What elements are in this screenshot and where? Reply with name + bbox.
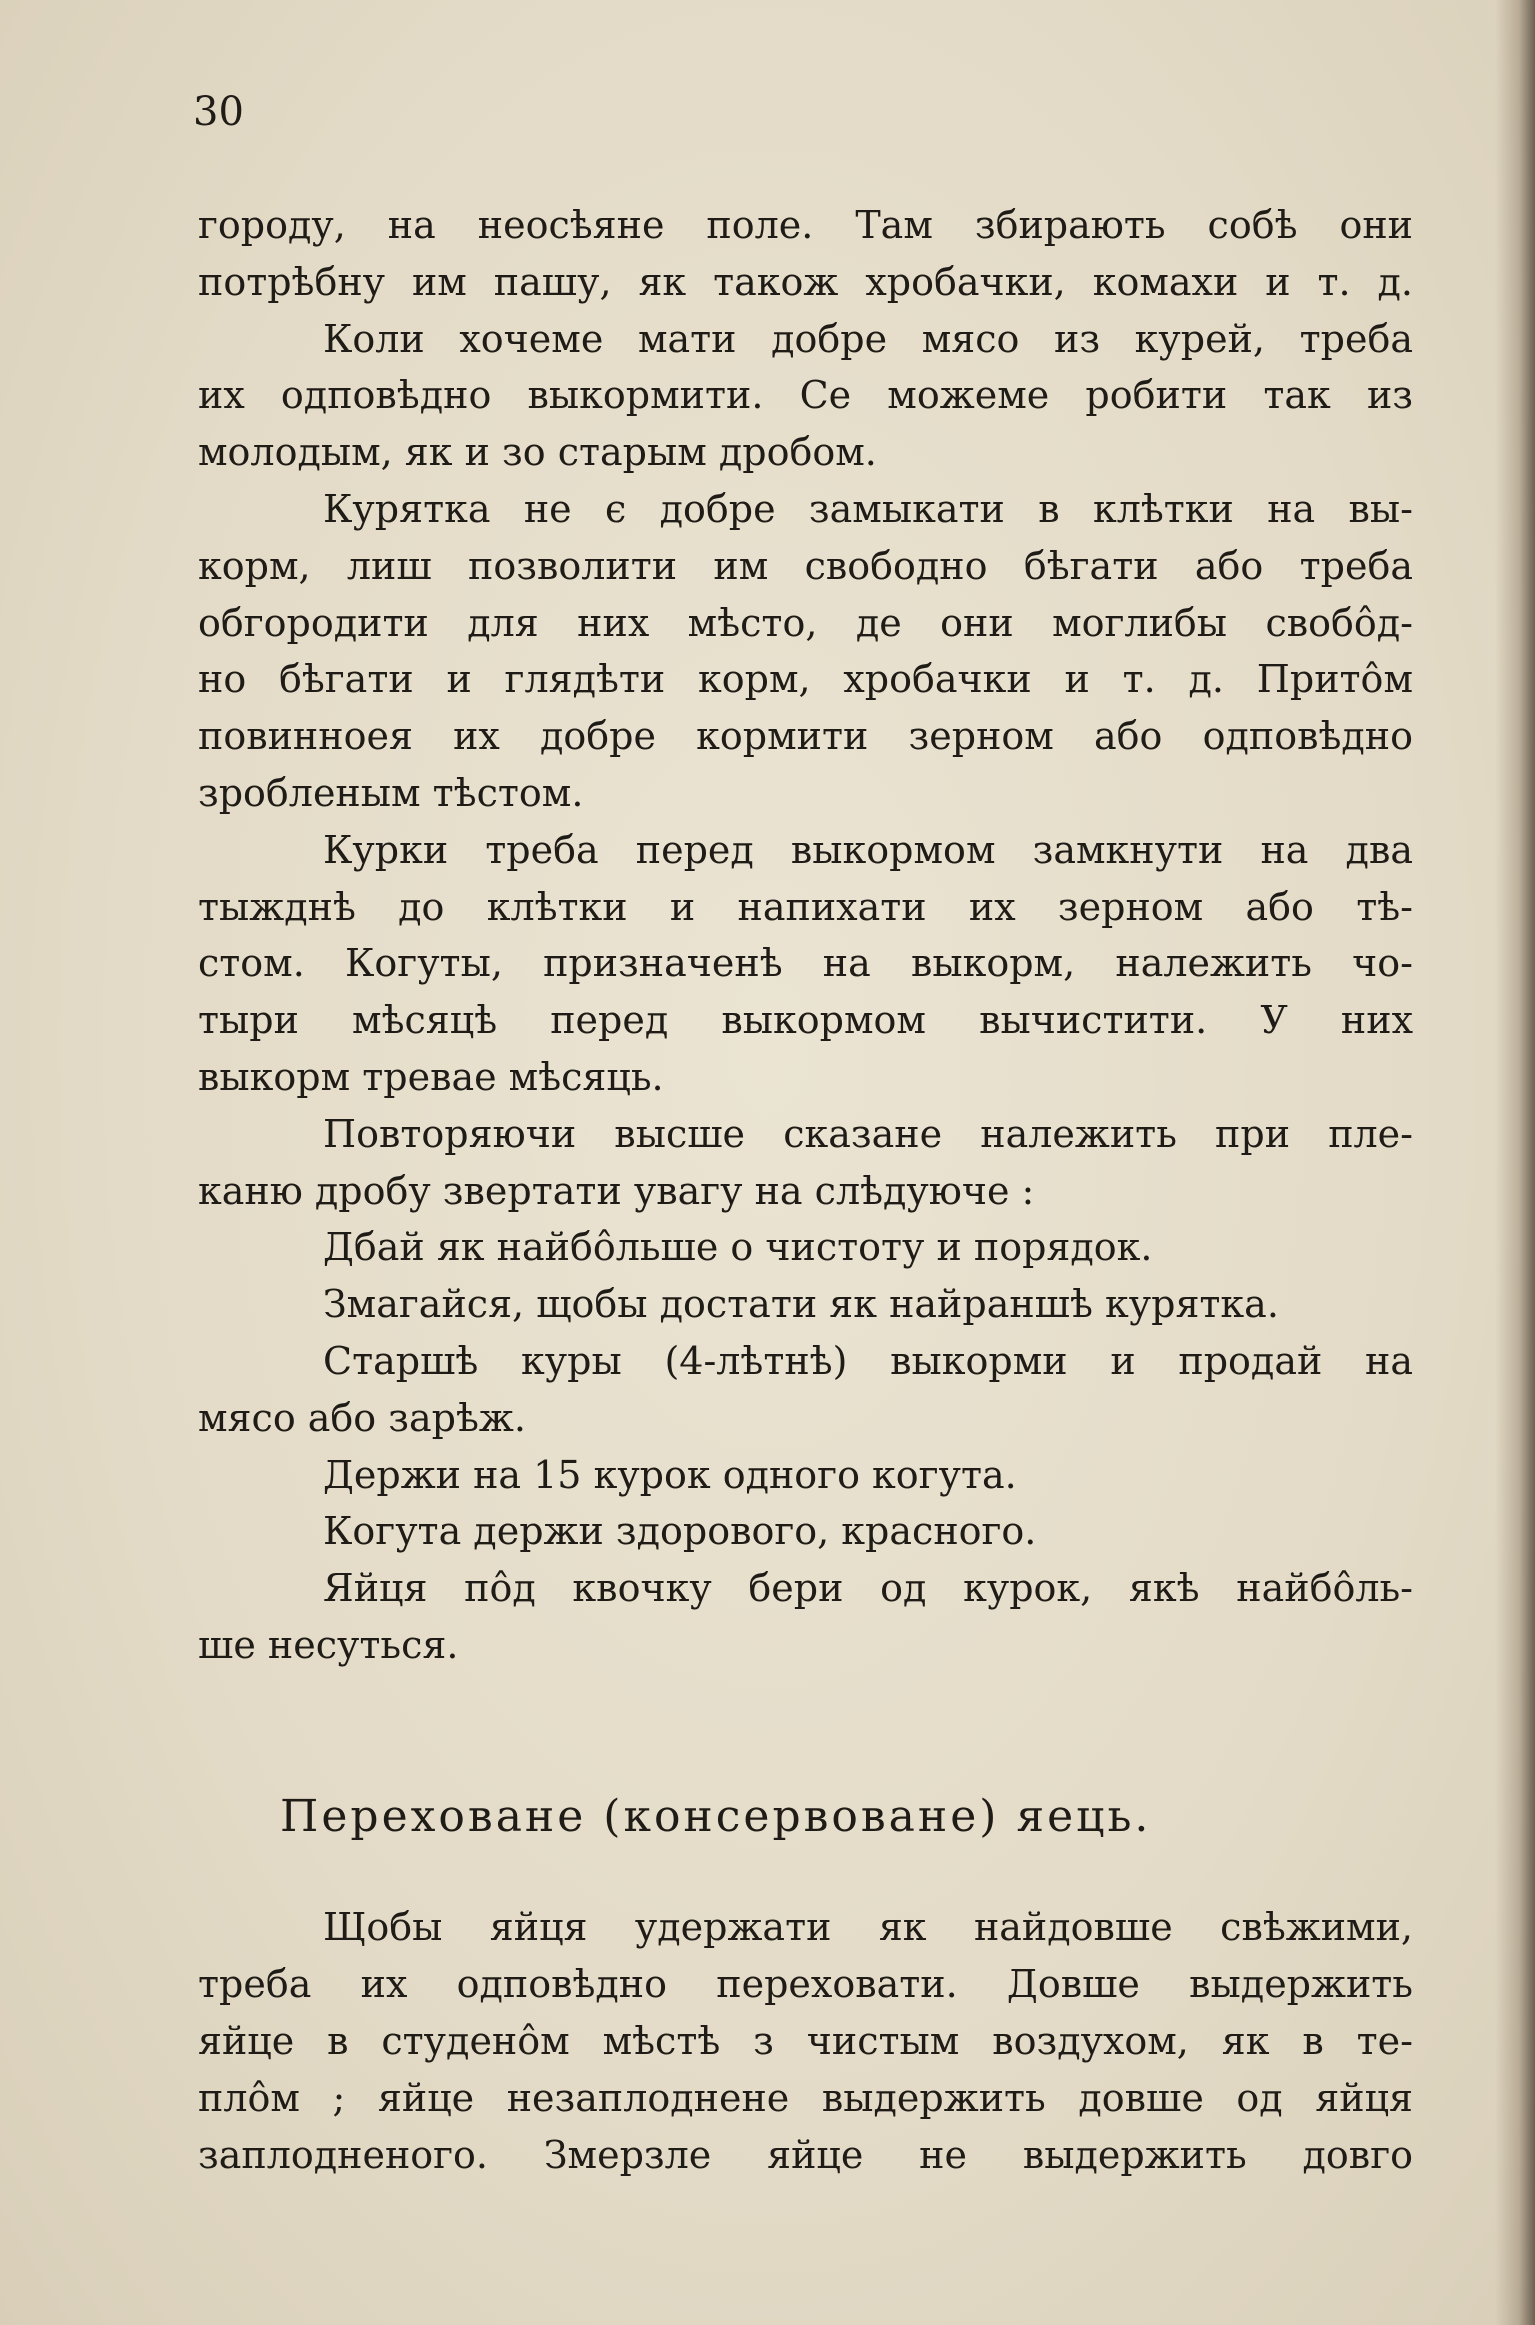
text-line: треба их одповѣдно переховати. Довше выдержить <box>198 1962 1413 2006</box>
text-line: Курки треба перед выкормом замкнути на два <box>323 827 1413 872</box>
text-line: ше несуться. <box>198 1623 459 1667</box>
text-line: Коли хочеме мати добре мясо из курей, треба <box>323 316 1413 361</box>
page-edge-shadow <box>1495 0 1535 2325</box>
text-line: зробленым тѣстом. <box>198 771 584 815</box>
text-line: но бѣгати и глядѣти корм, хробачки и т. д. Притôм <box>198 657 1413 702</box>
text-line: мясо або зарѣж. <box>198 1395 526 1440</box>
text-line: выкорм тревае мѣсяць. <box>198 1055 664 1099</box>
text-line: тыри мѣсяцѣ перед выкормом вычистити. У них <box>198 998 1413 1043</box>
text-line: повинноея их добре кормити зерном або одповѣдно <box>198 714 1413 759</box>
text-line: Курятка не є добре замыкати в клѣтки на вы- <box>323 487 1413 531</box>
text-line: Змагайся, щобы достати як найраншѣ курятка. <box>323 1282 1279 1327</box>
text-line: Держи на 15 курок одного когута. <box>323 1452 1017 1497</box>
text-line: Дбай як найбôльше о чистоту и порядок. <box>323 1225 1153 1270</box>
text-line: тыжднѣ до клѣтки и напихати их зерном або тѣ- <box>198 884 1413 929</box>
text-line: Яйця пôд квочку бери од курок, якѣ найбôль- <box>323 1566 1413 1611</box>
text-line: заплодненого. Змерзле яйце не выдержить довго <box>198 2133 1413 2177</box>
text-line: обгородити для них мѣсто, де они моглибы свобôд- <box>198 600 1413 645</box>
text-line: их одповѣдно выкормити. Се можеме робити так из <box>198 373 1413 418</box>
text-line: стом. Когуты, призначенѣ на выкорм, належить чо- <box>198 941 1413 986</box>
text-line: каню дробу звертати увагу на слѣдуюче : <box>198 1168 1035 1213</box>
text-line: корм, лиш позволити им свободно бѣгати або треба <box>198 543 1413 588</box>
text-line: Старшѣ куры (4-лѣтнѣ) выкорми и продай на <box>323 1339 1413 1383</box>
text-line: потрѣбну им пашу, як також хробачки, комахи и т. д. <box>198 259 1413 304</box>
text-line: молодым, як и зо старым дробом. <box>198 430 877 475</box>
text-line: плôм ; яйце незаплоднене выдержить довше од яйця <box>198 2076 1413 2120</box>
text-line: яйце в студенôм мѣстѣ з чистым воздухом, як в те- <box>198 2019 1413 2063</box>
page-number: 30 <box>193 89 244 135</box>
text-line: Когута держи здорового, красного. <box>323 1509 1037 1554</box>
text-line: Щобы яйця удержати як найдовше свѣжими, <box>323 1905 1413 1949</box>
section-heading: Переховане (консервоване) яець. <box>280 1791 1152 1842</box>
text-line: городу, на неосѣяне поле. Там збирають собѣ они <box>198 203 1413 247</box>
text-line: Повторяючи высше сказане належить при пле- <box>323 1111 1413 1156</box>
